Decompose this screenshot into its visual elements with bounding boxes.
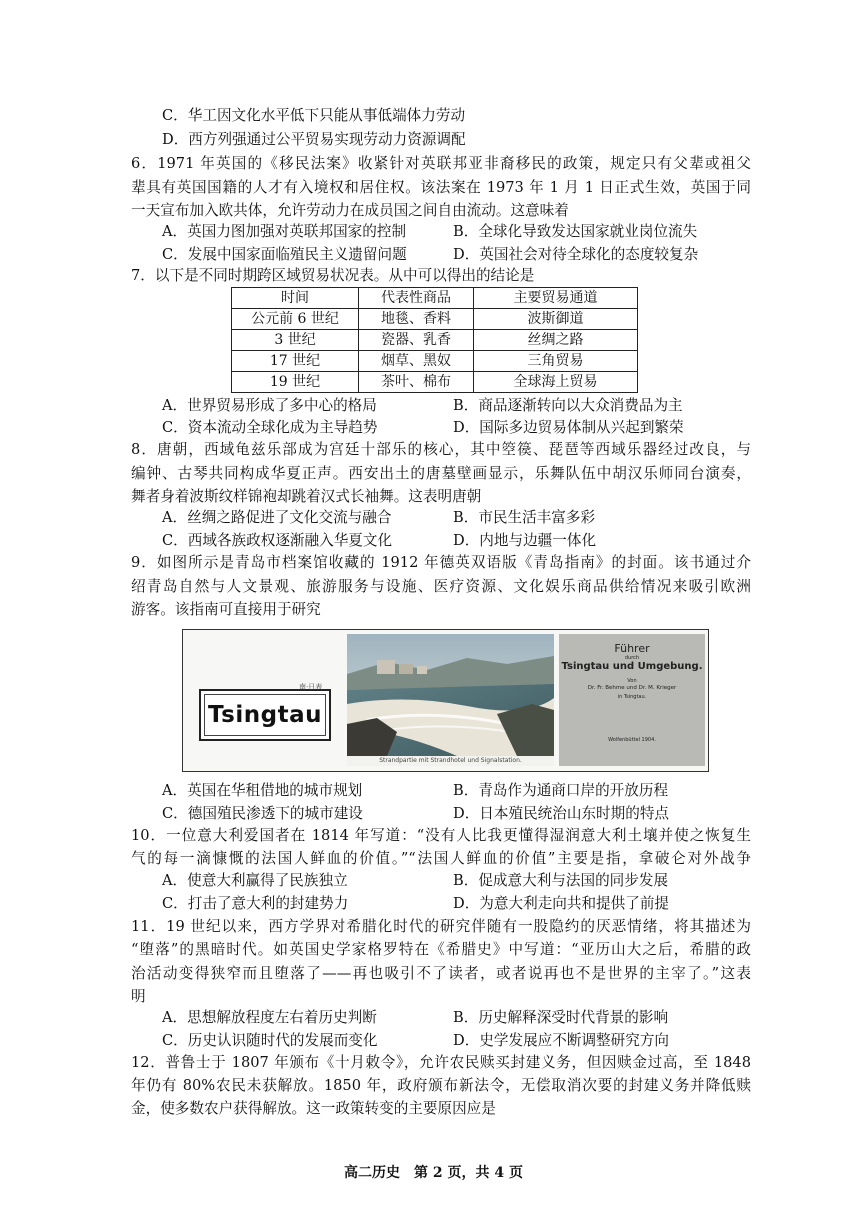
- book-title-durch: durch: [624, 655, 640, 661]
- q9-option-a[interactable]: A．英国在华租借地的城市规划: [162, 782, 363, 799]
- cell-time: 17 世纪: [232, 351, 359, 372]
- tsingtau-guide-figure: [182, 629, 709, 772]
- cell-time: 公元前 6 世纪: [232, 309, 359, 330]
- q10-option-b[interactable]: B．促成意大利与法国的同步发展: [453, 872, 669, 889]
- q6-stem-line-3: 一天宣布加入欧共体，允许劳动力在成员国之间自由流动。这意味着: [131, 202, 569, 219]
- q12-stem-line-3: 金，使多数农户获得解放。这一政策转变的主要原因应是: [131, 1100, 496, 1117]
- cell-route: 丝绸之路: [474, 330, 638, 351]
- q7-option-d[interactable]: D．国际多边贸易体制从兴起到繁荣: [453, 419, 684, 436]
- cell-goods: 茶叶、棉布: [359, 372, 474, 393]
- book-title-fuhrer: Führer: [614, 642, 650, 655]
- q12-stem-line-1: 12．普鲁士于 1807 年颁布《十月敕令》，允许农民赎买封建义务，但因赎金过高，至 1848: [131, 1054, 751, 1071]
- cell-goods: 地毯、香料: [359, 309, 474, 330]
- q11-option-a[interactable]: A．思想解放程度左右着历史判断: [162, 1009, 377, 1026]
- page-footer: 高二历史 第 2 页，共 4 页: [344, 1165, 523, 1181]
- q11-stem-line-4: 明: [131, 988, 146, 1005]
- q8-option-b[interactable]: B．市民生活丰富多彩: [453, 509, 596, 526]
- cell-time: 19 世纪: [232, 372, 359, 393]
- header-time: 时间: [232, 288, 359, 309]
- q9-stem-line-3: 游客。该指南可直接用于研究: [131, 601, 321, 618]
- q8-stem-line-1: 8．唐朝，西域龟兹乐部成为宫廷十部乐的核心，其中箜篌、琵琶等西域乐器经过改良，与: [131, 441, 751, 458]
- q11-option-b[interactable]: B．历史解释深受时代背景的影响: [453, 1009, 669, 1026]
- cell-route: 三角贸易: [474, 351, 638, 372]
- q8-stem-line-2: 编钟、古琴共同构成华夏正声。西安出土的唐墓壁画显示，乐舞队伍中胡汉乐师同台演奏，: [131, 465, 751, 482]
- book-authors: Dr. Fr. Behme und Dr. M. Krieger: [587, 685, 677, 691]
- q9-option-c[interactable]: C．德国殖民渗透下的城市建设: [162, 805, 363, 822]
- book-publisher: Wolfenbüttel 1904.: [608, 737, 656, 743]
- book-title-main: Tsingtau und Umgebung.: [561, 661, 703, 672]
- header-goods: 代表性商品: [359, 288, 474, 309]
- q12-stem-line-2: 年仍有 80%农民未获解放。1850 年，政府颁布新法令，无偿取消次要的封建义务并降低赎: [131, 1077, 751, 1094]
- table-row: [232, 330, 638, 351]
- q6-option-c[interactable]: C．发展中国家面临殖民主义遗留问题: [162, 246, 407, 263]
- cell-route: 波斯御道: [474, 309, 638, 330]
- q6-option-d[interactable]: D．英国社会对待全球化的态度较复杂: [453, 246, 699, 263]
- table-row: [232, 372, 638, 393]
- book-place: in Tsingtau.: [617, 694, 647, 700]
- q8-option-d[interactable]: D．内地与边疆一体化: [453, 532, 597, 549]
- q7-option-c[interactable]: C．资本流动全球化成为主导趋势: [162, 419, 378, 436]
- trade-table-header: [232, 288, 638, 309]
- q8-option-c[interactable]: C．西域各族政权逐渐融入华夏文化: [162, 532, 393, 549]
- q9-option-b[interactable]: B．青岛作为通商口岸的开放历程: [453, 782, 669, 799]
- q11-stem-line-2: “堕落”的黑暗时代。如英国史学家格罗特在《希腊史》中写道：“亚历山大之后，希腊的政: [131, 941, 751, 958]
- q6-stem-line-2: 辈具有英国国籍的人才有入境权和居住权。该法案在 1973 年 1 月 1 日正式生效，英国于同: [131, 179, 751, 196]
- table-row: [232, 309, 638, 330]
- q8-stem-line-3: 舞者身着波斯纹样锦袍却跳着汉式长袖舞。这表明唐朝: [131, 488, 482, 505]
- cell-goods: 瓷器、乳香: [359, 330, 474, 351]
- q11-option-c[interactable]: C．历史认识随时代的发展而变化: [162, 1032, 378, 1049]
- q11-option-d[interactable]: D．史学发展应不断调整研究方向: [453, 1032, 670, 1049]
- q10-stem-line-2: 气的每一滴慷慨的法国人鲜血的价值。”“法国人鲜血的价值”主要是指，拿破仑对外战争: [131, 850, 751, 867]
- book-line-von: Von: [627, 678, 637, 684]
- q9-option-d[interactable]: D．日本殖民统治山东时期的特点: [453, 805, 670, 822]
- cell-goods: 烟草、黑奴: [359, 351, 474, 372]
- q5-option-c[interactable]: C．华工因文化水平低下只能从事低端体力劳动: [162, 107, 466, 124]
- q7-option-b[interactable]: B．商品逐渐转向以大众消费品为主: [453, 397, 683, 414]
- q10-option-c[interactable]: C．打击了意大利的封建势力: [162, 895, 349, 912]
- q10-option-d[interactable]: D．为意大利走向共和提供了前提: [453, 895, 670, 912]
- q10-stem-line-1: 10．一位意大利爱国者在 1814 年写道：“没有人比我更懂得湿润意大利土壤并使之恢复生: [131, 827, 751, 844]
- cell-route: 全球海上贸易: [474, 372, 638, 393]
- q10-option-a[interactable]: A．使意大利赢得了民族独立: [162, 872, 348, 889]
- photo-caption: Strandpartie mit Strandhotel und Signalstation.: [347, 756, 554, 766]
- sign-text: Tsingtau: [204, 694, 326, 736]
- q6-option-b[interactable]: B．全球化导致发达国家就业岗位流失: [453, 223, 698, 240]
- q6-option-a[interactable]: A．英国力图加强对英联邦国家的控制: [162, 223, 407, 240]
- beach-photo: [347, 634, 554, 766]
- q7-option-a[interactable]: A．世界贸易形成了多中心的格局: [162, 397, 377, 414]
- q11-stem-line-1: 11．19 世纪以来，西方学界对希腊化时代的研究伴随有一股隐约的厌恶情绪，将其描述为: [131, 918, 751, 935]
- header-route: 主要贸易通道: [474, 288, 638, 309]
- q6-stem-line-1: 6．1971 年英国的《移民法案》收紧针对英联邦亚非裔移民的政策，规定只有父辈或祖父: [131, 155, 751, 172]
- q8-option-a[interactable]: A．丝绸之路促进了文化交流与融合: [162, 509, 392, 526]
- q7-stem: 7．以下是不同时期跨区域贸易状况表。从中可以得出的结论是: [131, 267, 535, 284]
- sign-caption: 南·日表: [299, 683, 323, 691]
- table-row: [232, 351, 638, 372]
- tsingtau-sign: [199, 689, 331, 741]
- q5-option-d[interactable]: D．西方列强通过公平贸易实现劳动力资源调配: [162, 131, 466, 148]
- trade-table: [231, 287, 638, 393]
- q9-stem-line-2: 绍青岛自然与人文景观、旅游服务与设施、医疗资源、文化娱乐商品供给情况来吸引欧洲: [131, 578, 751, 595]
- beach-photo-image: [347, 634, 554, 766]
- q11-stem-line-3: 治活动变得狭窄而且堕落了——再也吸引不了读者，或者说再也不是世界的主宰了。”这表: [131, 965, 751, 982]
- cell-time: 3 世纪: [232, 330, 359, 351]
- guide-book-cover: [559, 634, 705, 766]
- q9-stem-line-1: 9．如图所示是青岛市档案馆收藏的 1912 年德英双语版《青岛指南》的封面。该书通过介: [131, 554, 751, 571]
